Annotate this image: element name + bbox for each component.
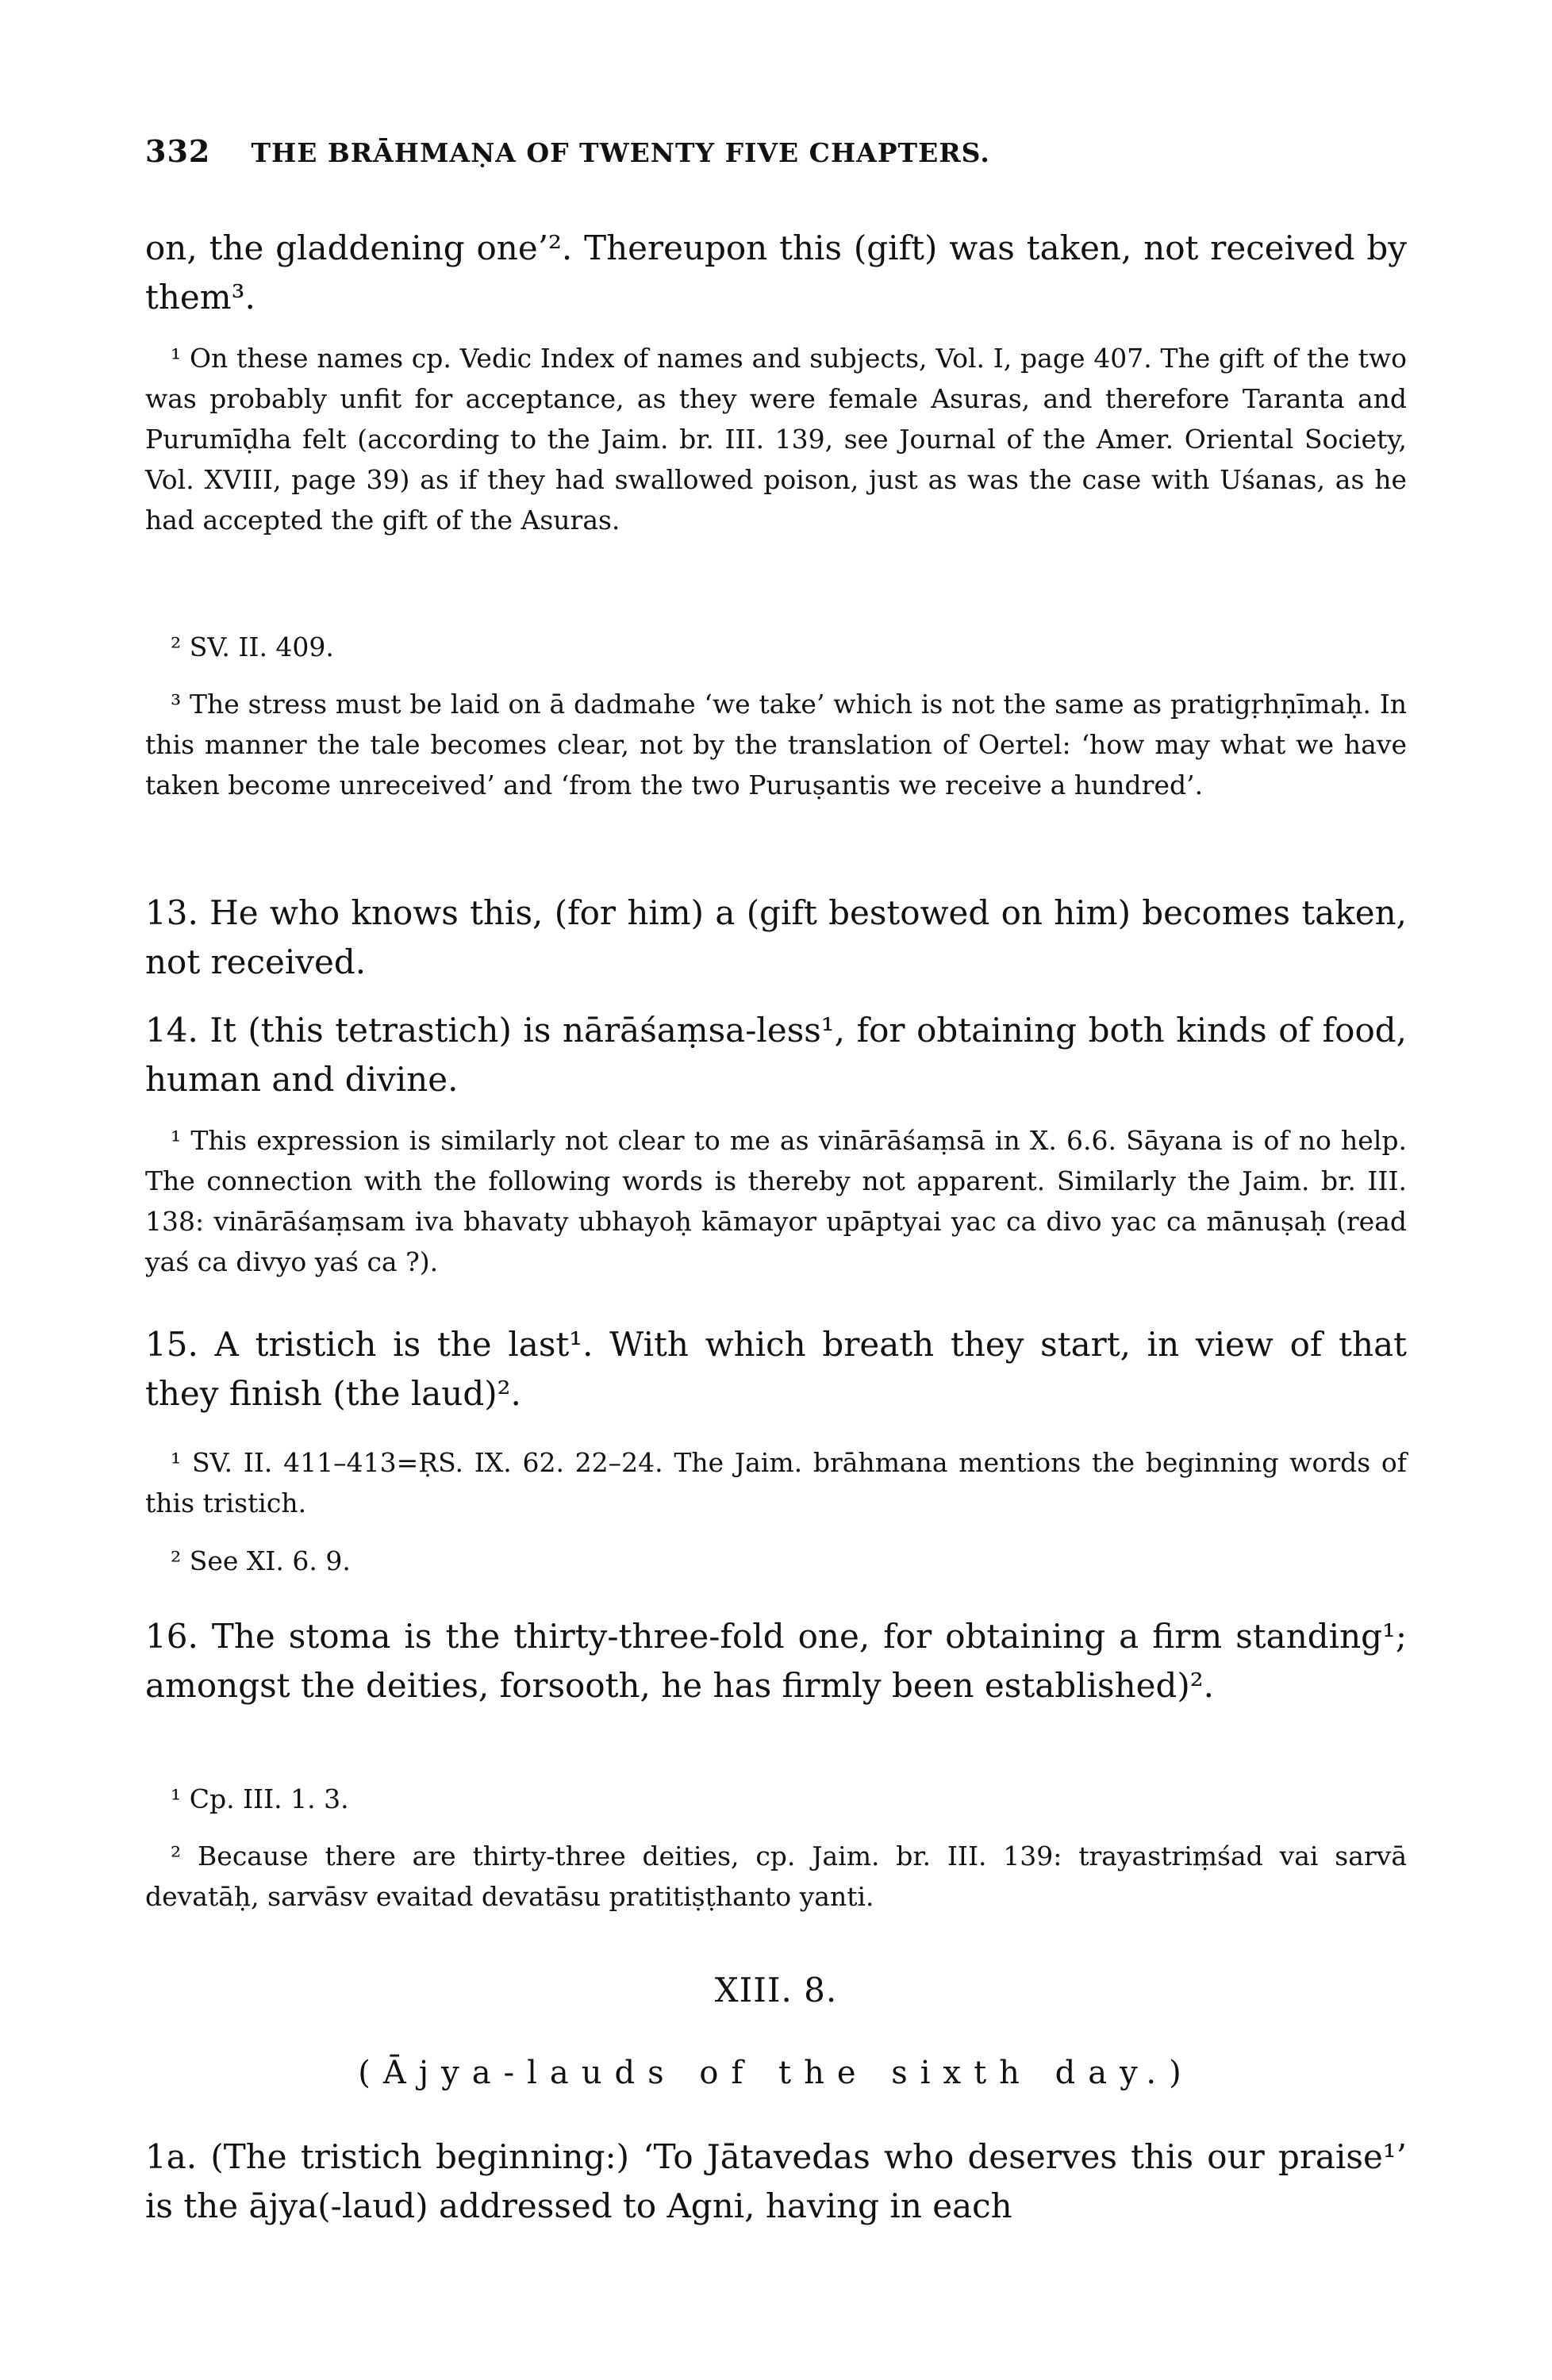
footnote-names: ¹ On these names cp. Vedic Index of names and subjects, Vol. I, page 407. The gift of the two was probably unfit for acceptance, as they were female Asuras, and therefore Taranta and Purumīḍha felt (according to the Jaim. br. III. 139, see Journal of the Amer. Oriental Society, Vol. XVIII, page 39) as if they had swallowed poison, just as was the case with Uśanas, as he had accepted the gift of the Asuras. — [145, 343, 1407, 536]
section-heading: XIII. 8. — [714, 1971, 838, 2010]
footnote-cp-iii: ¹ Cp. III. 1. 3. — [171, 1783, 349, 1814]
page-header — [145, 133, 1407, 169]
page-number: 332 — [145, 133, 211, 169]
paragraph-15: 15. A tristich is the last¹. With which breath they start, in view of that they finish (the laud)². — [145, 1325, 1407, 1413]
footnote-thirty-three-deities: ² Because there are thirty-three deities, cp. Jaim. br. III. 139: trayastriṃśad vai sarvā devatāḥ, sarvāsv evaitad devatāsu pratitiṣṭhanto yanti. — [145, 1841, 1407, 1912]
paragraph-1a: 1a. (The tristich beginning:) ‘To Jātavedas who deserves this our praise¹’ is the ājya(-laud) addressed to Agni, having in each — [145, 2137, 1407, 2225]
footnote-sv-409: ² SV. II. 409. — [171, 631, 334, 662]
footnote-sv-411: ¹ SV. II. 411–413=ṚS. IX. 62. 22–24. The Jaim. brāhmana mentions the beginning words of this tristich. — [145, 1447, 1407, 1518]
footnote-expression: ¹ This expression is similarly not clear to me as vinārāśaṃsā in X. 6.6. Sāyana is of no help. The connection with the following words is thereby not apparent. Similarly the Jaim. br. III. 138: vinārāśaṃsam iva bhavaty ubhayoḥ kāmayor upāptyai yac ca divo yac ca mānuṣaḥ (read yaś ca divyo yaś ca ?). — [145, 1125, 1407, 1277]
paragraph-continuation: on, the gladdening one’². Thereupon this (gift) was taken, not received by them³. — [145, 228, 1407, 317]
paragraph-13: 13. He who knows this, (for him) a (gift bestowed on him) becomes taken, not received. — [145, 893, 1407, 981]
footnote-stress: ³ The stress must be laid on ā dadmahe ‘we take’ which is not the same as pratigṛhṇīmaḥ. In this manner the tale becomes clear, not by the translation of Oertel: ‘how may what we have taken become unreceived’ and ‘from the two Puruṣantis we receive a hundred’. — [145, 689, 1407, 800]
running-title: THE BRĀHMAṆA OF TWENTY FIVE CHAPTERS. — [251, 137, 990, 168]
section-subheading: (Ājya-lauds of the sixth day.) — [358, 2055, 1194, 2091]
footnote-see-xi: ² See XI. 6. 9. — [171, 1545, 351, 1576]
paragraph-16: 16. The stoma is the thirty-three-fold one, for obtaining a firm standing¹; amongst the deities, forsooth, he has firmly been established)². — [145, 1617, 1407, 1705]
paragraph-14: 14. It (this tetrastich) is nārāśaṃsa-less¹, for obtaining both kinds of food, human and divine. — [145, 1011, 1407, 1099]
